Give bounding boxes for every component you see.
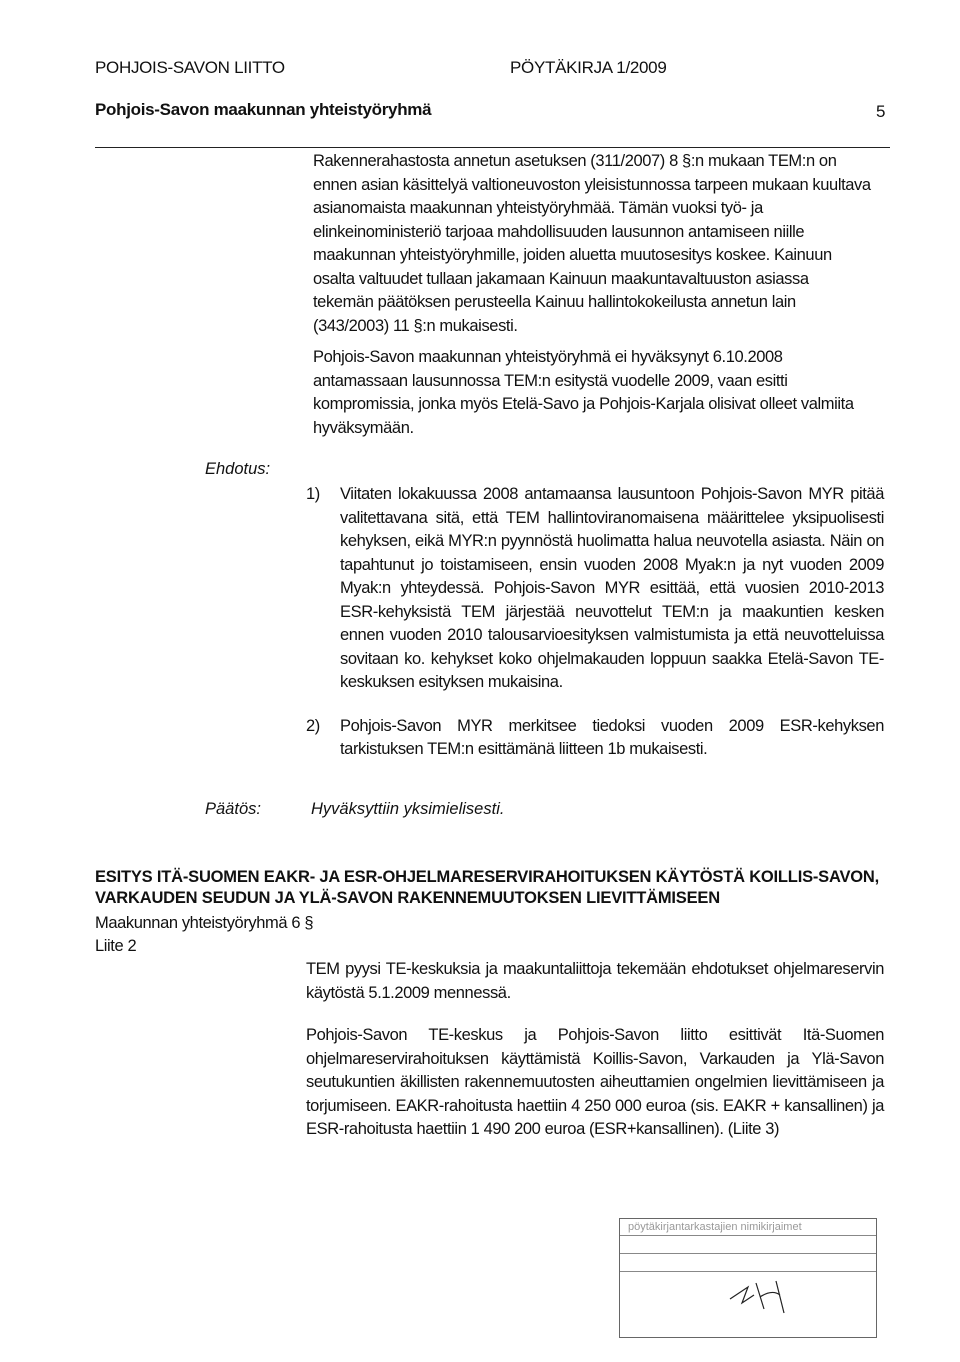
- section-heading: ESITYS ITÄ-SUOMEN EAKR- JA ESR-OHJELMARESERVIRAHOITUKSEN KÄYTÖSTÄ KOILLIS-SAVON, VARKAUDEN SEUDUN JA YLÄ-SAVON RAKENNEMUUTOKSEN LIEVITTÄMISEEN: [95, 868, 880, 907]
- section-paragraph-2: Pohjois-Savon TE-keskus ja Pohjois-Savon liitto esittivät Itä-Suomen ohjelmareservirahoituksen käyttämistä Koillis-Savon, Varkauden ja Ylä-Savon seutukuntien äkillisten rakennemuutosten aiheuttamien ongelmien lievittämiseen ja torjumiseen. EAKR-rahoitusta haettiin 4 250 000 euroa (sis. EAKR + kansallinen) ja ESR-rahoitusta haettiin 1 490 200 euroa (ESR+kansallinen). (Liite 3): [306, 1026, 884, 1138]
- header-divider: [95, 147, 890, 148]
- proposal-item-text: Pohjois-Savon MYR merkitsee tiedoksi vuoden 2009 ESR-kehyksen tarkistuksen TEM:n esittämänä liitteen 1b mukaisesti.: [340, 716, 884, 758]
- section-attachment: Liite 2: [95, 937, 137, 955]
- document-title: PÖYTÄKIRJA 1/2009: [510, 58, 667, 77]
- proposal-item: [306, 483, 884, 695]
- proposal-item-number: 2): [306, 716, 320, 735]
- proposal-item-number: 1): [306, 485, 320, 503]
- signature-box-row: [620, 1236, 876, 1254]
- signature-box: [619, 1218, 877, 1338]
- intro-paragraph-1: Rakennerahastosta annetun asetuksen (311/2007) 8 §:n mukaan TEM:n on ennen asian käsittelyä valtioneuvoston yleisistunnossa tarpeen mukaan kuultava asianomaista maakunnan yhteistyöryhmää. Tämän vuoksi työ- ja elinkeinoministeriö tarjoaa mahdollisuuden lausunnon antamiseen niille maakunnan yhteistyöryhmille, joiden aluetta muutosesitys koskee. Kainuun osalta valtuudet tullaan jakamaan Kainuun maakuntavaltuuston asiassa tekemän päätöksen perusteella Kainuu hallintokokeilusta annetun lain (343/2003) 11 §:n mukaisesti.: [313, 152, 871, 335]
- proposal-list: [306, 483, 884, 762]
- section-paragraph-1: TEM pyysi TE-keskuksia ja maakuntaliittoja tekemään ehdotukset ohjelmareservin käytöstä 5.1.2009 mennessä.: [306, 960, 884, 1002]
- section-meta-line: Maakunnan yhteistyöryhmä 6 §: [95, 914, 314, 932]
- organization-name: POHJOIS-SAVON LIITTO: [95, 58, 285, 77]
- intro-paragraph-2: Pohjois-Savon maakunnan yhteistyöryhmä ei hyväksynyt 6.10.2008 antamassaan lausunnossa TEM:n esitystä vuodelle 2009, vaan esitti kompromissia, jonka myös Etelä-Savo ja Pohjois-Karjala olisivat olleet valmiita hyväksymään.: [313, 348, 854, 437]
- decision-text: Hyväksyttiin yksimielisesti.: [311, 800, 505, 818]
- proposal-item: [306, 715, 884, 762]
- group-name: Pohjois-Savon maakunnan yhteistyöryhmä: [95, 100, 432, 119]
- proposal-label: Ehdotus:: [205, 460, 271, 478]
- decision-label: Päätös:: [205, 800, 261, 818]
- signature-box-title: pöytäkirjantarkastajien nimikirjaimet: [620, 1219, 876, 1236]
- proposal-item-text: Viitaten lokakuussa 2008 antamaansa lausuntoon Pohjois-Savon MYR pitää valitettavana sitä, että TEM hallintoviranomaisena määrittelee yksipuolisesti kehyksen, eikä MYR:n pyynnöstä huolimatta halua neuvotella asiasta. Näin on tapahtunut jo toistamiseen, ensin vuoden 2008 Myak:n ja nyt vuoden 2009 Myak:n yhteydessä. Pohjois-Savon MYR esittää, että vuosien 2010-2013 ESR-kehyksistä TEM järjestää neuvottelut TEM:n ja maakuntien kesken ennen vuoden 2010 talousarvioesityksen valmistumista ja että neuvotteluissa sovitaan ko. kehykset koko ohjelmakauden loppuun saakka Etelä-Savon TE-keskuksen esityksen mukaisina.: [340, 485, 884, 691]
- page-number: 5: [876, 102, 886, 121]
- handwritten-initials: [720, 1269, 840, 1329]
